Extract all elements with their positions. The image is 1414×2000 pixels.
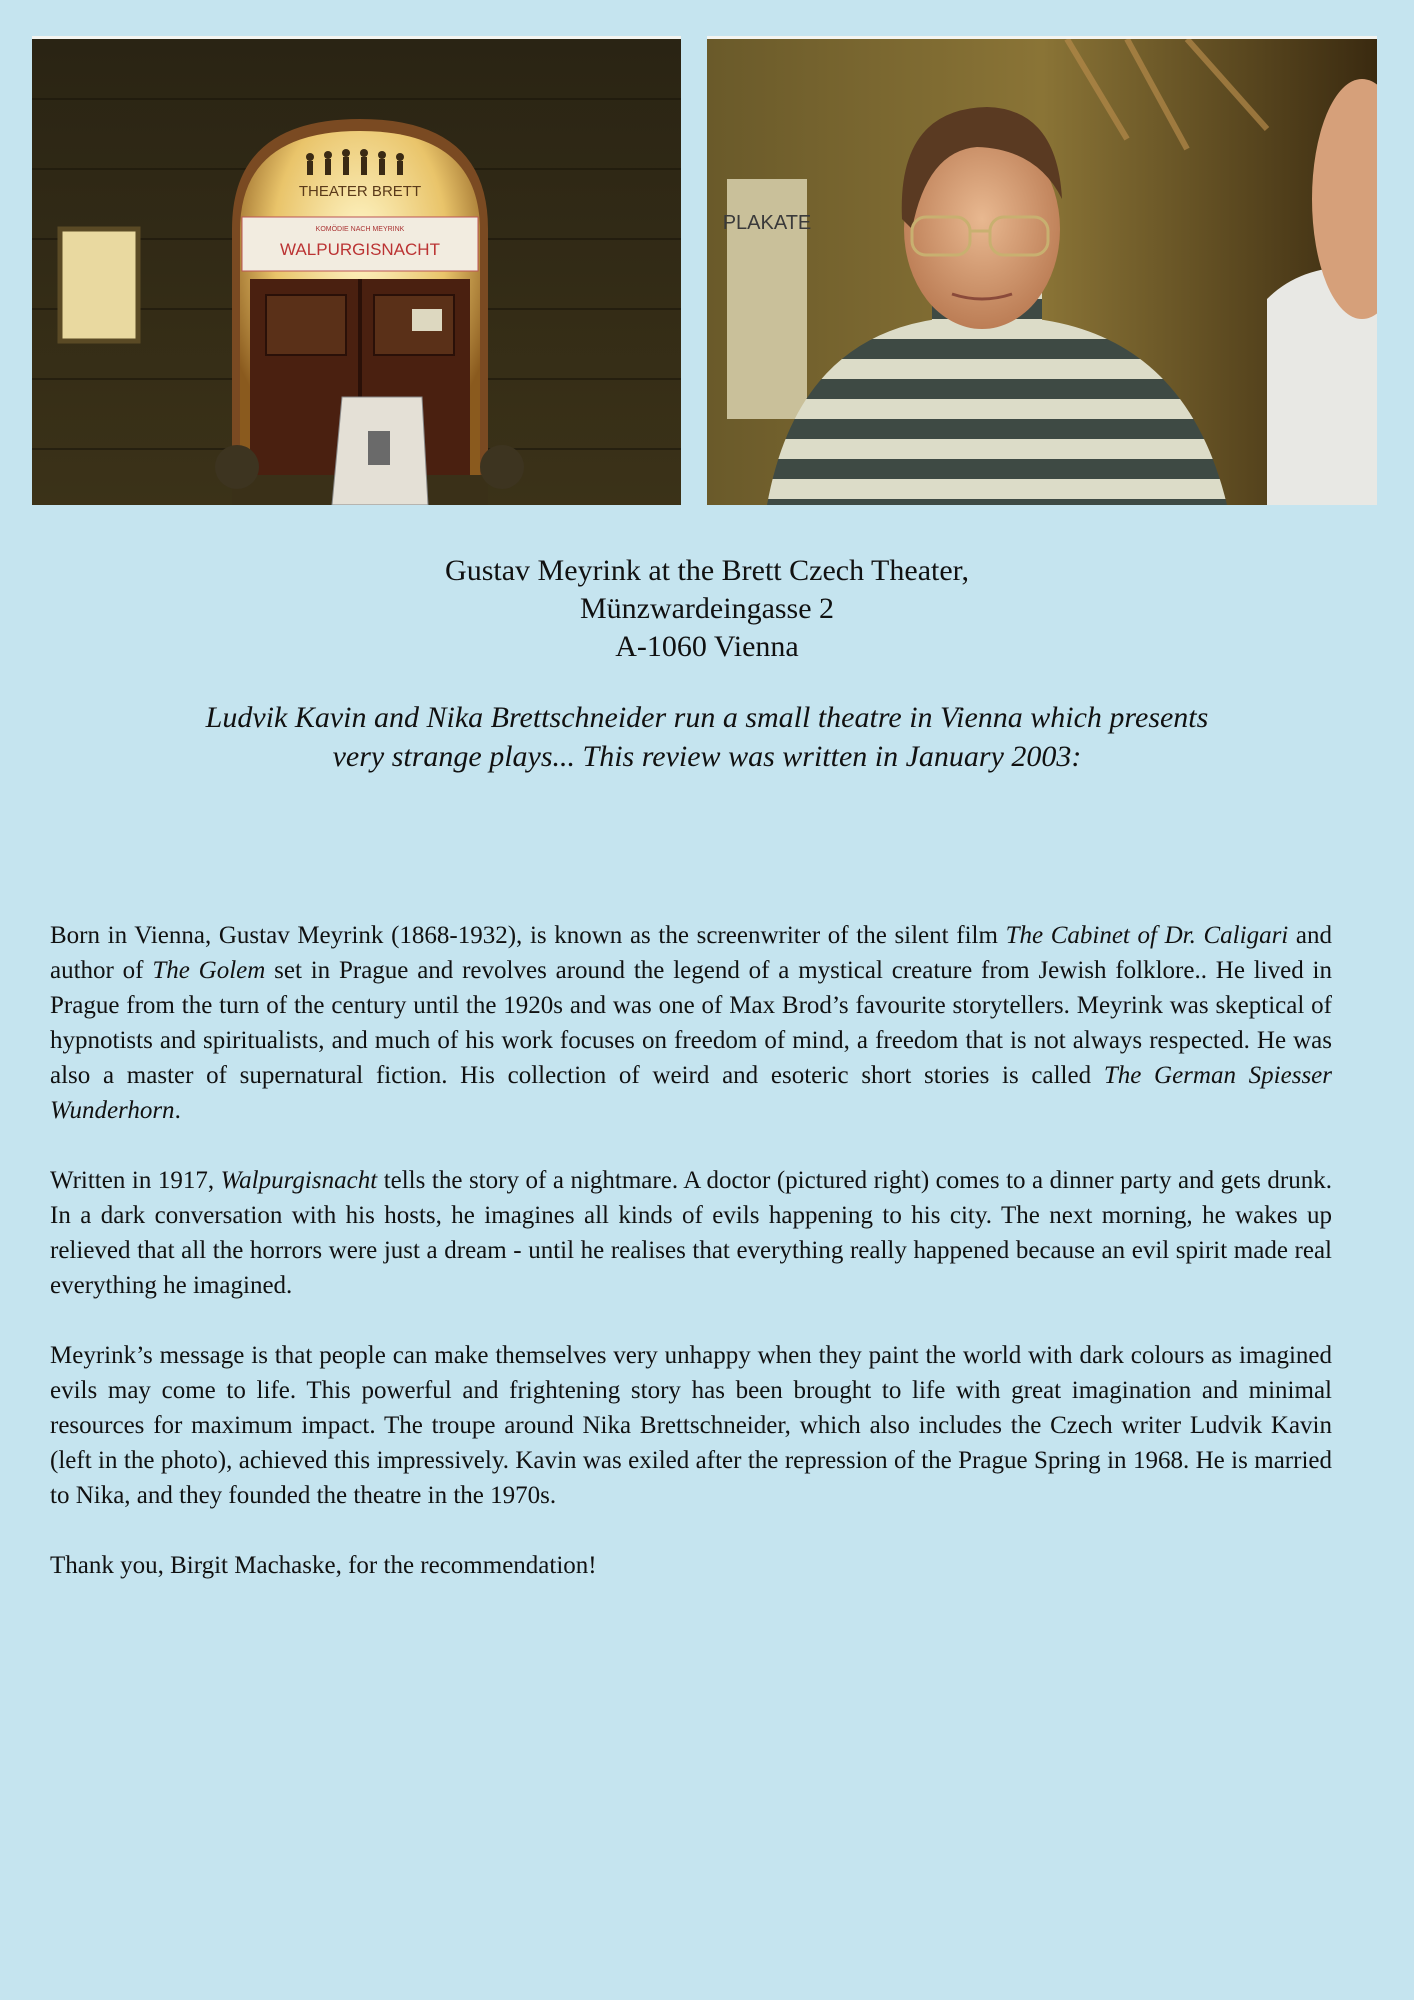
paragraph-biography <box>50 918 1332 1128</box>
review-article <box>50 918 1332 1618</box>
actress-portrait-illustration <box>707 39 1377 505</box>
background-poster-text: PLAKATE <box>722 212 812 234</box>
theater-entrance-photo <box>32 36 681 505</box>
paragraph-message: Meyrink’s message is that people can make themselves very unhappy when they paint the world with dark colours as imagined evils may come to life. This powerful and frightening story has been brought to life with great imagination and minimal resources for maximum impact. The troupe around Nika Brettschneider, which also includes the Czech writer Ludvik Kavin (left in the photo), achieved this impressively. Kavin was exiled after the repression of the Prague Spring in 1968. He is married to Nika, and they founded the theatre in the 1970s. <box>50 1342 1332 1509</box>
intro-line-2: very strange plays... This review was written in January 2003: <box>332 740 1082 773</box>
paragraph-text: and author of <box>50 922 1332 984</box>
heading-street-line: Münzwardeingasse 2 <box>579 592 835 625</box>
intro-line-1: Ludvik Kavin and Nika Brettschneider run a small theatre in Vienna which presents <box>205 701 1209 734</box>
play-title: Walpurgisnacht <box>220 1167 378 1194</box>
theater-entrance-illustration <box>32 39 681 505</box>
collection-title: The German Spiesser Wunderhorn <box>50 1062 1332 1124</box>
paragraph-text: . <box>174 1097 181 1124</box>
sign-play-title: WALPURGISNACHT <box>280 240 440 259</box>
book-title: The Golem <box>152 957 266 984</box>
paragraph-text: set in Prague and revolves around the legend of a mystical creature from Jewish folklore.. He lived in Prague from the turn of the century until the 1920s and was one of Max Brod’s favourite storytellers. Meyrink was skeptical of hypnotists and spiritualists, and much of his work focuses on freedom of mind, a freedom that is not always respected. He was also a master of supernatural fiction. His collection of weird and esoteric short stories is called <box>50 957 1332 1089</box>
actress-portrait-photo <box>707 36 1377 505</box>
film-title: The Cabinet of Dr. Caligari <box>1005 922 1289 949</box>
paragraph-plot <box>50 1163 1332 1303</box>
sign-small-text: KOMÖDIE NACH MEYRINK <box>315 226 405 233</box>
page-heading <box>0 552 1414 666</box>
paragraph-text: Written in 1917, <box>50 1167 221 1194</box>
heading-theater-line: Gustav Meyrink at the Brett Czech Theater, <box>445 554 969 587</box>
paragraph-text: tells the story of a nightmare. A doctor (pictured right) comes to a dinner party and gets drunk. In a dark conversation with his hosts, he imagines all kinds of evils happening to his city. The next morning, he wakes up relieved that all the horrors were just a dream - until he realises that everything really happened because an evil spirit made real everything he imagined. <box>50 1167 1332 1299</box>
paragraph-thanks: Thank you, Birgit Machaske, for the recommendation! <box>50 1552 597 1579</box>
intro-text <box>110 698 1304 776</box>
heading-city-line: A-1060 Vienna <box>615 630 799 663</box>
paragraph-text: Born in Vienna, Gustav Meyrink (1868-1932), is known as the screenwriter of the silent film <box>50 922 1006 949</box>
sign-theater-name: THEATER BRETT <box>298 183 422 200</box>
